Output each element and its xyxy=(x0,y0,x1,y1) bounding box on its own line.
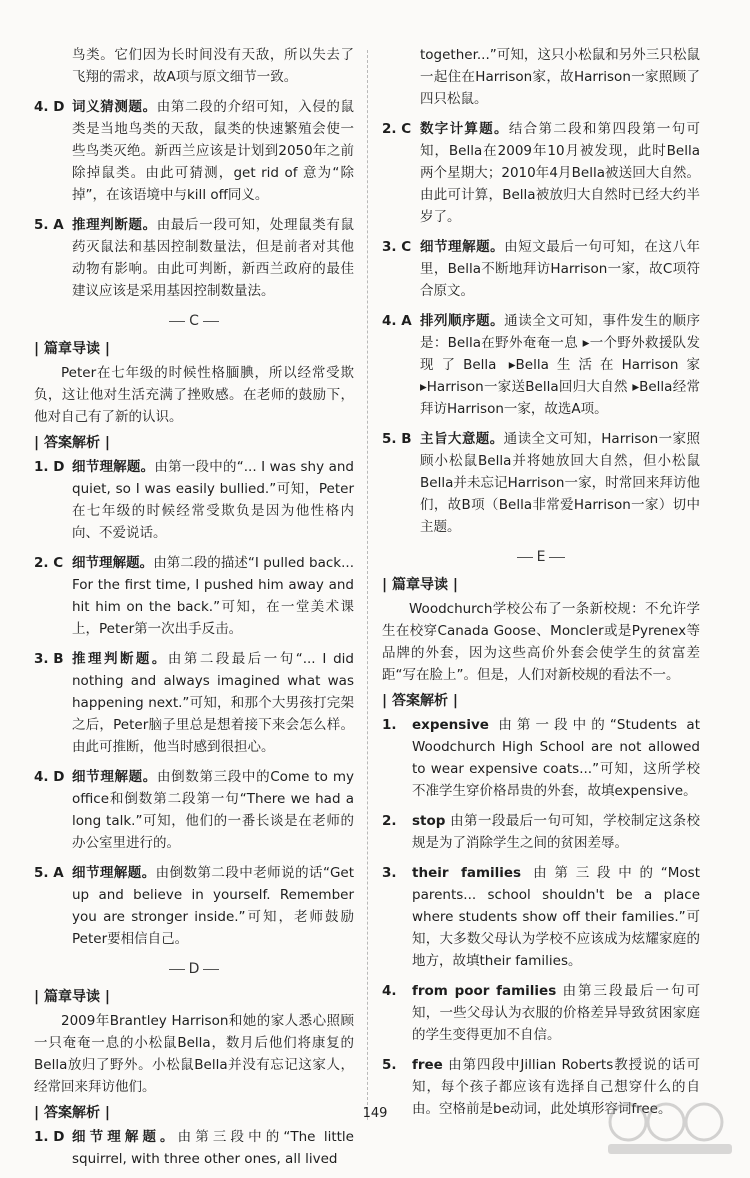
answer-item xyxy=(34,862,354,950)
right-column xyxy=(382,44,700,1128)
answer-item xyxy=(382,862,700,972)
left-column xyxy=(34,44,354,1178)
answer-text: 由第一段最后一句可知，学校制定这条校规是为了消除学生之间的贫困差辱。 xyxy=(412,813,701,851)
answer-number: 5. B xyxy=(382,431,412,447)
answer-number: 1. xyxy=(382,717,397,733)
answer-text: 由第四段中Jillian Roberts教授说的话可知，每个孩子都应该有选择自己想穿什么的自由。空格前是be动词，此处填形容词free。 xyxy=(412,1057,701,1117)
answer-number: 4. D xyxy=(34,769,65,785)
answer-item xyxy=(382,428,700,538)
answer-item xyxy=(382,236,700,302)
answer-text: 由倒数第二段中老师说的话“Get up and believe in yourself. Remember you are stronger inside.”可知，老师鼓励Peter要相信自己。 xyxy=(72,865,355,947)
question-type: 词义猜测题。 xyxy=(72,99,157,115)
answer-text: 由第一段中的“Students at Woodchurch High School are not allowed to wear expensive coats...”可知，这所学校不准学生穿价格昂贵的外套，故填expensive。 xyxy=(412,717,700,799)
answer-text: 结合第二段和第四段第一句可知，Bella在2009年10月被发现，此时Bella两个星期大；2010年4月Bella被送回大自然。由此可计算，Bella被放归大自然时已经大约半岁了。 xyxy=(420,121,701,225)
answer-number: 5. xyxy=(382,1057,397,1073)
answer-number: 2. C xyxy=(34,555,64,571)
answer-item xyxy=(34,96,354,206)
section-heading-d: D xyxy=(34,958,354,980)
answer-item xyxy=(382,310,700,420)
answer-number: 5. A xyxy=(34,865,64,881)
answer-number: 1. D xyxy=(34,1129,65,1145)
answer-number: 3. B xyxy=(34,651,64,667)
answers-e xyxy=(382,714,700,1120)
question-type: 细节理解题。 xyxy=(72,865,156,881)
column-divider xyxy=(367,50,368,1120)
answer-heading: | 答案解析 | xyxy=(34,1102,354,1124)
answer-number: 4. xyxy=(382,983,397,999)
answer-text: 由第二段的描述“I pulled back... For the first time, I pushed him away and hit him on the back.”可知，在一堂美术课上，Peter第一次出手反击。 xyxy=(72,555,354,637)
guide-text-d: 2009年Brantley Harrison和她的家人悉心照顾一只奄奄一息的小松鼠Bella，数月后他们将康复的Bella放归了野外。小松鼠Bella并没有忘记这家人，经常回来拜访他们。 xyxy=(34,1013,354,1095)
question-type: 细节理解题。 xyxy=(72,769,157,785)
answer-item xyxy=(34,1126,354,1170)
answers-c-pre xyxy=(34,96,354,302)
answer-text: 由第三段中的“The little squirrel, with three other ones, all lived xyxy=(72,1129,354,1167)
watermark-logo-icon xyxy=(600,1100,740,1158)
answer-text: 由第二段最后一句“... I did nothing and always imagined what was happening next.”可知，和那个大男孩打完架之后，Peter脑子里总是想着接下来会怎么样。由此可推断，他当时感到很担心。 xyxy=(72,651,355,755)
question-type: 细节理解题。 xyxy=(72,459,155,475)
guide-text-c: Peter在七年级的时候性格腼腆，所以经常受欺负，这让他对生活充满了挫败感。在老师的鼓励下，他对自己有了新的认识。 xyxy=(34,365,354,425)
section-heading-e: E xyxy=(382,546,700,568)
answer-item xyxy=(34,766,354,854)
section-heading-c: C xyxy=(34,310,354,332)
answer-heading: | 答案解析 | xyxy=(382,690,700,712)
answer-item xyxy=(34,648,354,758)
answer-text: 通读全文可知，事件发生的顺序是：Bella在野外奄奄一息 ▸一个野外救援队发现了Bella ▸Bella生活在Harrison家 ▸Harrison一家送Bella回归大自然 ▸Bella经常拜访Harrison一家，故选A项。 xyxy=(420,313,701,417)
question-type: 主旨大意题。 xyxy=(420,431,504,447)
answer-item xyxy=(34,456,354,544)
answers-c xyxy=(34,456,354,950)
answer-item xyxy=(382,980,700,1046)
question-type: 细节理解题。 xyxy=(72,555,154,571)
answer-word: expensive xyxy=(412,717,489,733)
question-type: 推理判断题。 xyxy=(72,217,157,233)
guide-heading: | 篇章导读 | xyxy=(382,574,700,596)
answer-heading: | 答案解析 | xyxy=(34,432,354,454)
question-type: 细节理解题。 xyxy=(72,1129,178,1145)
answer-word: their families xyxy=(412,865,522,881)
answer-number: 5. A xyxy=(34,217,64,233)
answer-text: 由第二段的介绍可知，入侵的鼠类是当地鸟类的天敌，鼠类的快速繁殖会使一些鸟类灭绝。新西兰应该是计划到2050年之前除掉鼠类。由此可猜测，get rid of 意为“除掉”，在该语境中与kill off同义。 xyxy=(72,99,355,203)
guide-heading: | 篇章导读 | xyxy=(34,986,354,1008)
guide-heading: | 篇章导读 | xyxy=(34,338,354,360)
answer-text: 由短文最后一句可知，在这八年里，Bella不断地拜访Harrison一家，故C项符合原文。 xyxy=(420,239,701,299)
answer-number: 4. A xyxy=(382,313,412,329)
question-type: 排列顺序题。 xyxy=(420,313,505,329)
answer-item xyxy=(382,810,700,854)
answer-word: from poor families xyxy=(412,983,557,999)
answer-number: 2. C xyxy=(382,121,412,137)
answer-item xyxy=(34,214,354,302)
answer-number: 1. D xyxy=(34,459,65,475)
continued-text: 鸟类。它们因为长时间没有天敌，所以失去了飞翔的需求，故A项与原文细节一致。 xyxy=(72,47,354,85)
answer-word: free xyxy=(412,1057,443,1073)
question-type: 细节理解题。 xyxy=(420,239,505,255)
answer-text: 由第三段最后一句可知，一些父母认为衣服的价格差异导致贫困家庭的学生变得更加不自信。 xyxy=(412,983,701,1043)
answer-text: 由倒数第三段中的Come to my office和倒数第二段第一句“There we had a long talk.”可知，他们的一番长谈是在老师的办公室里进行的。 xyxy=(72,769,354,851)
answer-text: 由第三段中的“Most parents... school shouldn't be a place where students show off their families.”可知，大多数父母认为学校不应该成为炫耀家庭的地方，故填their families。 xyxy=(412,865,700,969)
question-type: 推理判断题。 xyxy=(72,651,168,667)
page-number: 149 xyxy=(362,1106,388,1121)
answer-text: 由第一段中的“... I was shy and quiet, so I was easily bullied.”可知，Peter在七年级的时候经常受欺负是因为他性格内向、不爱说话。 xyxy=(72,459,354,541)
answer-number: 3. C xyxy=(382,239,412,255)
answer-item xyxy=(34,552,354,640)
answer-item xyxy=(382,118,700,228)
answer-item xyxy=(382,714,700,802)
answer-number: 2. xyxy=(382,813,397,829)
answers-d xyxy=(382,118,700,538)
answer-number: 4. D xyxy=(34,99,65,115)
answer-word: stop xyxy=(412,813,446,829)
answer-text: 由最后一段可知，处理鼠类有鼠药灭鼠法和基因控制数量法，但是前者对其他动物有影响。由此可判断，新西兰政府的最佳建议应该是采用基因控制数量法。 xyxy=(72,217,355,299)
guide-text-e: Woodchurch学校公布了一条新校规：不允许学生在校穿Canada Goose、Moncler或是Pyrenex等品牌的外套，因为这些高价外套会使学生的贫富差距“写在脸上”。但是，人们对新校规的看法不一。 xyxy=(382,601,700,683)
question-type: 数字计算题。 xyxy=(420,121,509,137)
answer-number: 3. xyxy=(382,865,397,881)
answer-text: 通读全文可知，Harrison一家照顾小松鼠Bella并将她放回大自然，但小松鼠Bella并未忘记Harrison一家，时常回来拜访他们，故B项（Bella非常爱Harrison一家）切中主题。 xyxy=(420,431,701,535)
continued-text: together...”可知，这只小松鼠和另外三只松鼠一起住在Harrison家，故Harrison一家照顾了四只松鼠。 xyxy=(420,47,700,107)
